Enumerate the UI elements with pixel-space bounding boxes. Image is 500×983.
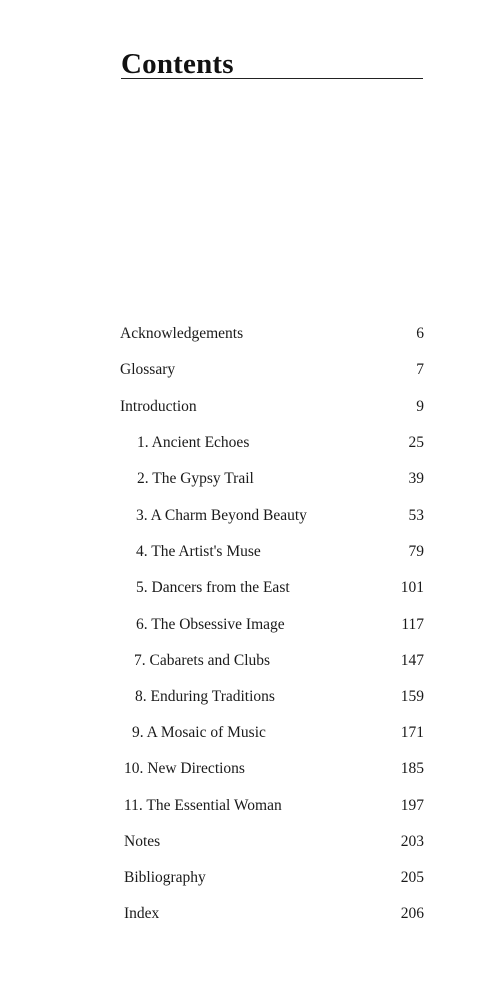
- toc-entry[interactable]: [0, 831, 500, 853]
- toc-entry[interactable]: [0, 867, 500, 889]
- toc-entry[interactable]: [0, 359, 500, 381]
- toc-entry[interactable]: [0, 432, 500, 454]
- toc-entry-label: 8. Enduring Traditions: [135, 688, 275, 705]
- toc-entry-label: 6. The Obsessive Image: [136, 616, 285, 633]
- toc-entry[interactable]: [0, 758, 500, 780]
- toc-entry[interactable]: [0, 468, 500, 490]
- toc-entry-label: Glossary: [120, 361, 176, 378]
- toc-entry-label: 5. Dancers from the East: [136, 579, 290, 596]
- toc-entry-page: 147: [400, 652, 424, 669]
- toc-entry-label: Bibliography: [124, 869, 206, 886]
- toc-entry[interactable]: [0, 541, 500, 563]
- toc-entry[interactable]: [0, 903, 500, 925]
- toc-entry[interactable]: [0, 686, 500, 708]
- toc-entry-page: 197: [400, 797, 424, 814]
- toc-entry[interactable]: [0, 323, 500, 345]
- toc-entry-page: 9: [416, 398, 424, 415]
- toc-entry[interactable]: [0, 650, 500, 672]
- toc-entry-page: 6: [416, 325, 424, 342]
- toc-entry-label: Introduction: [120, 398, 197, 415]
- toc-entry[interactable]: [0, 396, 500, 418]
- toc-entry[interactable]: [0, 577, 500, 599]
- toc-entry-page: 203: [400, 833, 424, 850]
- toc-entry-page: 206: [400, 905, 424, 922]
- toc-entry-label: 3. A Charm Beyond Beauty: [136, 507, 307, 524]
- toc-entry[interactable]: [0, 722, 500, 744]
- toc-entry-page: 7: [416, 361, 424, 378]
- toc-entry-page: 53: [408, 507, 424, 524]
- toc-entry-label: 7. Cabarets and Clubs: [134, 652, 271, 669]
- toc-entry-label: Index: [124, 905, 160, 922]
- toc-entry-page: 185: [400, 760, 424, 777]
- toc-entry-page: 79: [408, 543, 424, 560]
- toc-entry-page: 101: [400, 579, 424, 596]
- toc-entry-page: 25: [408, 434, 424, 451]
- toc-entry-page: 159: [400, 688, 424, 705]
- toc-entry-label: 1. Ancient Echoes: [137, 434, 250, 451]
- toc-entry-page: 205: [400, 869, 424, 886]
- toc-entry-label: Notes: [124, 833, 161, 850]
- toc-entry-label: 9. A Mosaic of Music: [132, 724, 266, 741]
- toc-entry-page: 171: [400, 724, 424, 741]
- toc-entry-page: 39: [408, 470, 424, 487]
- page-title: Contents: [121, 48, 234, 80]
- toc-entry-label: 11. The Essential Woman: [124, 797, 282, 814]
- toc-entry-label: Acknowledgements: [120, 325, 244, 342]
- toc-entry[interactable]: [0, 614, 500, 636]
- toc-entry[interactable]: [0, 795, 500, 817]
- toc-entry-label: 4. The Artist's Muse: [136, 543, 261, 560]
- toc-entry-label: 10. New Directions: [124, 760, 245, 777]
- toc-entry-page: 117: [401, 616, 424, 633]
- toc-entry-label: 2. The Gypsy Trail: [137, 470, 254, 487]
- toc-entry[interactable]: [0, 505, 500, 527]
